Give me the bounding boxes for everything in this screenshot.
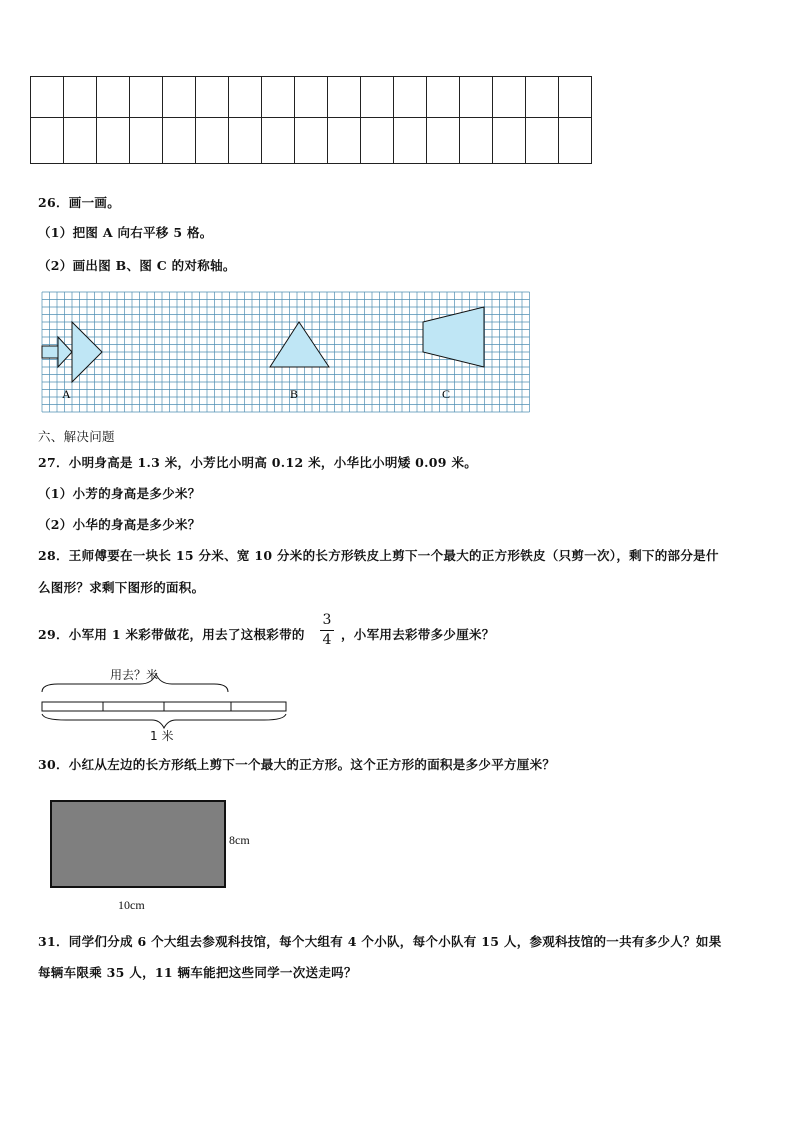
q30-height-label: 8cm: [229, 833, 250, 847]
total-brace: [42, 714, 286, 728]
q30-rectangle: [50, 800, 226, 888]
q31-line2: 每辆车限乘 35 人，11 辆车能把这些同学一次送走吗？: [38, 965, 357, 980]
q29-fraction: [319, 612, 335, 649]
shape-a-stem: [42, 346, 58, 358]
q27-text: 27．小明身高是 1.3 米，小芳比小明高 0.12 米，小华比小明矮 0.09 米。: [38, 455, 478, 470]
q26-sub1: （1）把图 A 向右平移 5 格。: [38, 225, 213, 240]
section6-title: 六、解决问题: [38, 429, 115, 444]
q30-text: 30．小红从左边的长方形纸上剪下一个最大的正方形。这个正方形的面积是多少平方厘米？: [38, 757, 556, 772]
shape-b-label: B: [290, 387, 299, 401]
q29-fraction-bar: [320, 630, 334, 631]
q29-fraction-denominator: 4: [322, 632, 332, 648]
shape-a: [42, 322, 102, 382]
shape-c-label: C: [442, 387, 451, 401]
q29-used-label: 用去？米: [110, 668, 159, 682]
shape-a-label: A: [62, 387, 71, 401]
q27-sub2: （2）小华的身高是多少米？: [38, 517, 201, 532]
q29-text-before: 29．小军用 1 米彩带做花，用去了这根彩带的: [38, 627, 305, 642]
q27-sub1: （1）小芳的身高是多少米？: [38, 486, 201, 501]
q28-line2: 么图形？求剩下图形的面积。: [38, 580, 205, 595]
q26-title: 26．画一画。: [38, 195, 120, 210]
q28-line1: 28．王师傅要在一块长 15 分米、宽 10 分米的长方形铁皮上剪下一个最大的正方形铁皮（只剪一次），剩下的部分是什: [38, 548, 719, 563]
q30-width-label: 10cm: [118, 898, 145, 912]
q31-line1: 31．同学们分成 6 个大组去参观科技馆，每个大组有 4 个小队，每个小队有 15 人，参观科技馆的一共有多少人？如果: [38, 934, 722, 949]
q26-sub2: （2）画出图 B、图 C 的对称轴。: [38, 258, 236, 273]
shape-a-small-triangle: [58, 337, 72, 367]
q29-fraction-numerator: 3: [322, 612, 332, 628]
q29-text-after: ，小军用去彩带多少厘米？: [341, 627, 495, 642]
q29-total-label: 1 米: [150, 729, 174, 743]
